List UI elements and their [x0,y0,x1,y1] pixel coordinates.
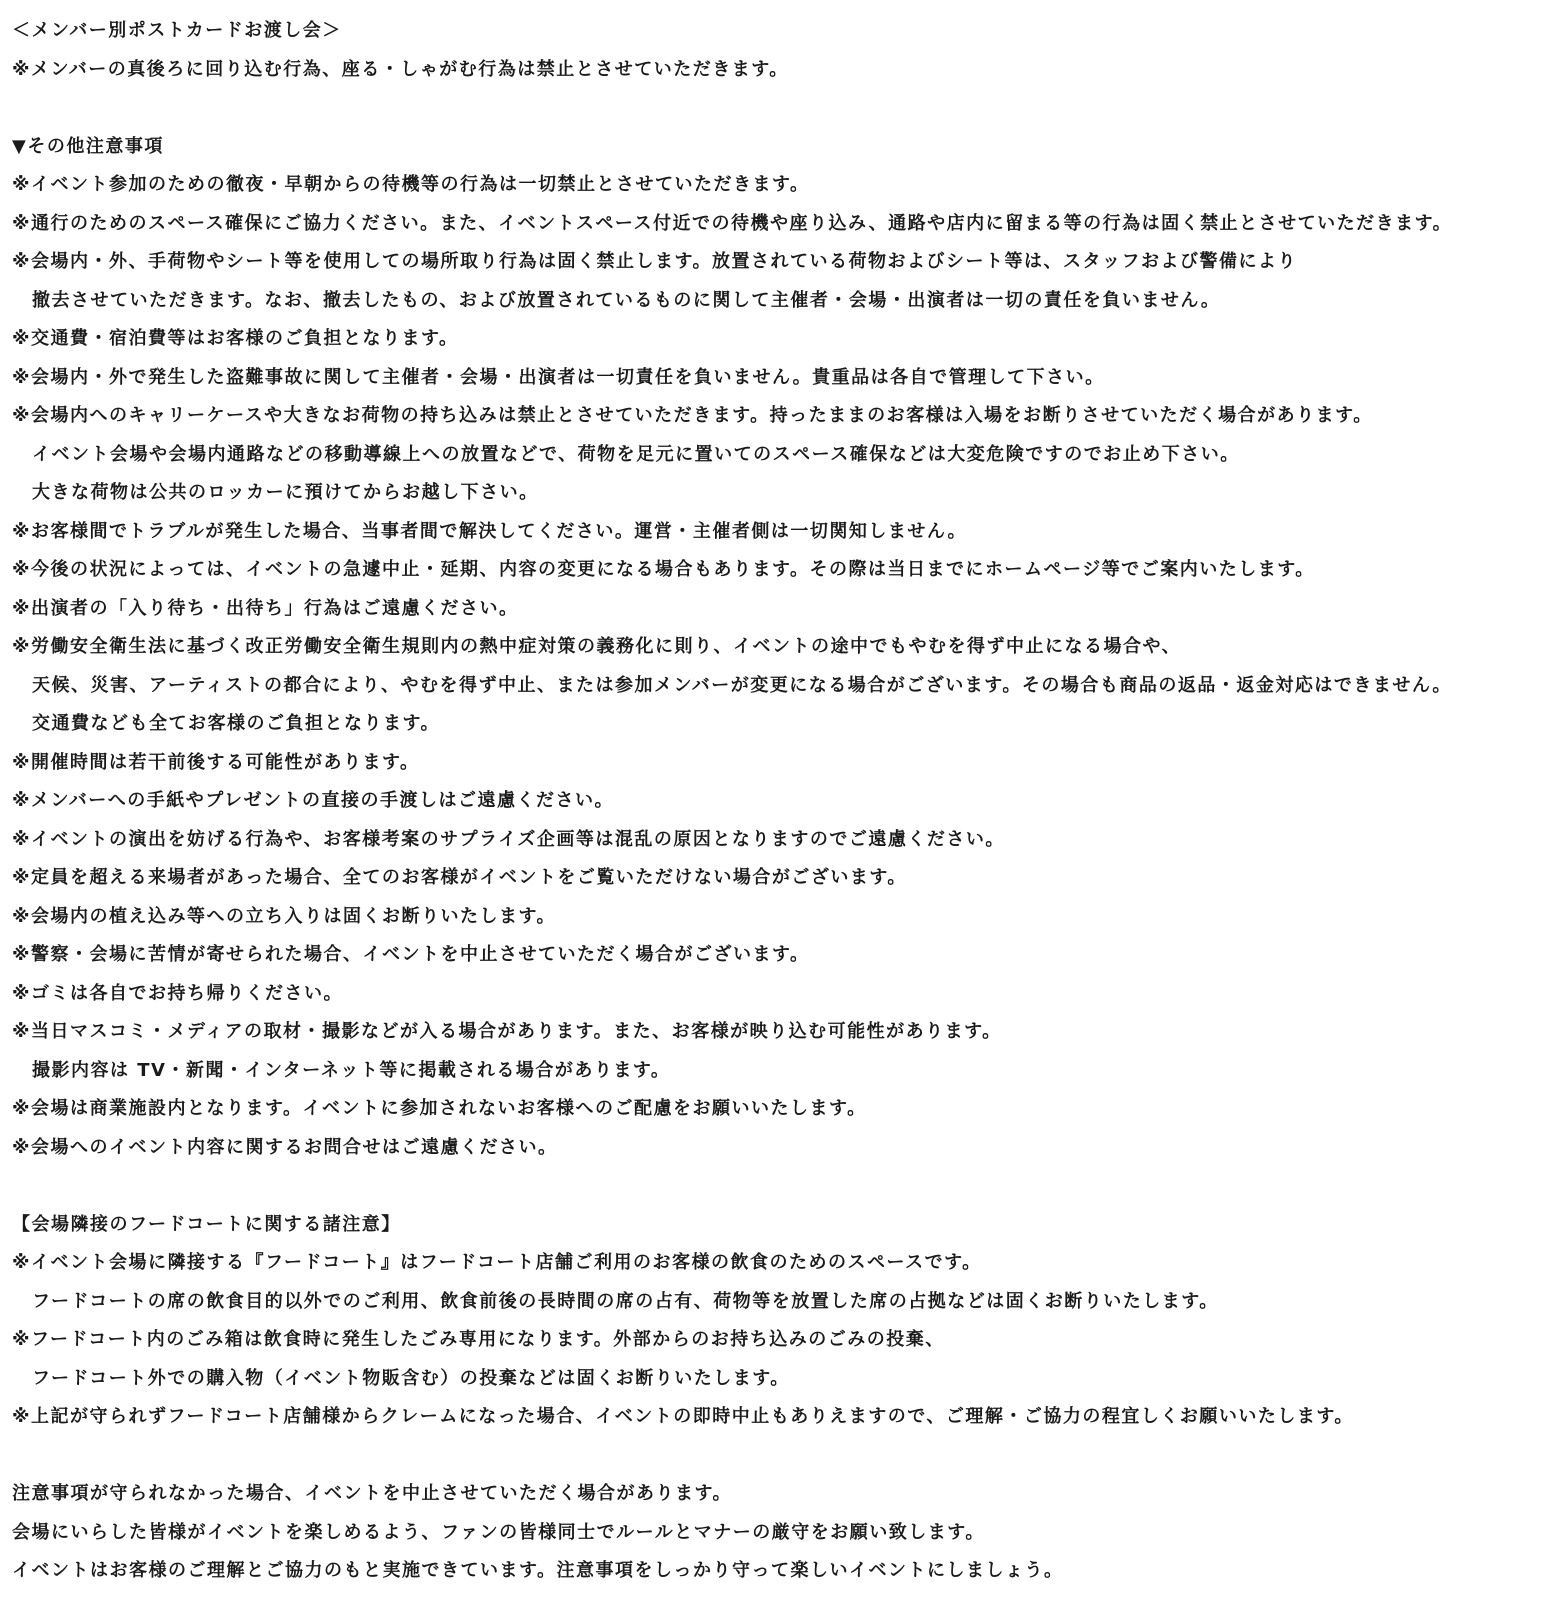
notice-document [12,12,1552,1591]
foodcourt-line: ※上記が守られずフードコート店舗様からクレームになった場合、イベントの即時中止もありえますので、ご理解・ご協力の程宜しくお願いいたします。 [12,1406,1354,1427]
closing-line: 注意事項が守られなかった場合、イベントを中止させていただく場合があります。 [12,1483,733,1504]
notice-line: ※メンバーへの手紙やプレゼントの直接の手渡しはご遠慮ください。 [12,790,615,811]
notice-line: ※当日マスコミ・メディアの取材・撮影などが入る場合があります。また、お客様が映り込む可能性があります。 [12,1021,1002,1042]
notice-line: ※イベント参加のための徹夜・早朝からの待機等の行為は一切禁止とさせていただきます。 [12,174,810,195]
spacer [12,89,1552,128]
notice-line-continuation: 天候、災害、アーティストの都合により、やむを得ず中止、または参加メンバーが変更になる場合がございます。その場合も商品の返品・返金対応はできません。 [32,674,1452,696]
notice-line-continuation: 大きな荷物は公共のロッカーに預けてからお越し下さい。 [32,482,539,503]
spacer [12,1437,1552,1476]
notice-line: ※労働安全衛生法に基づく改正労働安全衛生規則内の熱中症対策の義務化に則り、イベントの途中でもやむを得ず中止になる場合や、 [12,636,1182,657]
foodcourt-line-continuation: フードコート外での購入物（イベント物販含む）の投棄などは固くお断りいたします。 [32,1367,790,1389]
notice-line: ※会場内・外、手荷物やシート等を使用しての場所取り行為は固く禁止します。放置されている荷物およびシート等は、スタッフおよび警備により [12,251,1298,272]
notice-line: ※会場内の植え込み等への立ち入りは固くお断りいたします。 [12,905,557,927]
notice-line: ※交通費・宿泊費等はお客様のご負担となります。 [12,328,459,349]
foodcourt-section-heading: 【会場隣接のフードコートに関する諸注意】 [12,1213,401,1235]
notice-line: ※定員を超える来場者があった場合、全てのお客様がイベントをご覧いただけない場合がございます。 [12,867,907,888]
other-notes-heading: ▼その他注意事項 [12,135,164,157]
postcard-section-heading: ＜メンバー別ポストカードお渡し会＞ [12,20,342,41]
notice-line: ※ゴミは各自でお持ち帰りください。 [12,982,343,1004]
notice-line: ※イベントの演出を妨げる行為や、お客様考案のサプライズ企画等は混乱の原因となりますのでご遠慮ください。 [12,828,1005,850]
notice-line: ※会場は商業施設内となります。イベントに参加されないお客様へのご配慮をお願いいたします。 [12,1098,867,1119]
closing-line: イベントはお客様のご理解とご協力のもと実施できています。注意事項をしっかり守って楽しいイベントにしましょう。 [12,1560,1064,1581]
notice-line: ※警察・会場に苦情が寄せられた場合、イベントを中止させていただく場合がございます。 [12,944,810,965]
notice-line: ※出演者の「入り待ち・出待ち」行為はご遠慮ください。 [12,597,519,619]
spacer [12,1167,1552,1206]
notice-line-continuation: 撤去させていただきます。なお、撤去したもの、および放置されているものに関して主催者・会場・出演者は一切の責任を負いません。 [32,289,1221,311]
notice-line-continuation: イベント会場や会場内通路などの移動導線上への放置などで、荷物を足元に置いてのスペース確保などは大変危険ですのでお止め下さい。 [32,443,1240,465]
closing-line: 会場にいらした皆様がイベントを楽しめるよう、ファンの皆様同士でルールとマナーの厳守をお願い致します。 [12,1521,985,1543]
notice-line: ※会場内へのキャリーケースや大きなお荷物の持ち込みは禁止とさせていただきます。持ったままのお客様は入場をお断りさせていただく場合があります。 [12,405,1373,426]
notice-line: ※今後の状況によっては、イベントの急遽中止・延期、内容の変更になる場合もあります。その際は当日までにホームページ等でご案内いたします。 [12,559,1315,580]
notice-line: ※通行のためのスペース確保にご協力ください。また、イベントスペース付近での待機や座り込み、通路や店内に留まる等の行為は固く禁止とさせていただきます。 [12,212,1453,234]
notice-line: ※開催時間は若干前後する可能性があります。 [12,751,420,773]
foodcourt-line: ※イベント会場に隣接する『フードコート』はフードコート店舗ご利用のお客様の飲食のためのスペースです。 [12,1252,982,1273]
postcard-rule: ※メンバーの真後ろに回り込む行為、座る・しゃがむ行為は禁止とさせていただきます。 [12,58,789,80]
notice-line-continuation: 撮影内容は TV・新聞・インターネット等に掲載される場合があります。 [32,1059,671,1081]
notice-line-continuation: 交通費なども全てお客様のご負担となります。 [32,713,441,734]
notice-line: ※会場内・外で発生した盗難事故に関して主催者・会場・出演者は一切責任を負いません。貴重品は各自で管理して下さい。 [12,366,1105,388]
foodcourt-line-continuation: フードコートの席の飲食目的以外でのご利用、飲食前後の長時間の席の占有、荷物等を放置した席の占拠などは固くお断りいたします。 [32,1290,1219,1312]
foodcourt-line: ※フードコート内のごみ箱は飲食時に発生したごみ専用になります。外部からのお持ち込みのごみの投棄、 [12,1329,945,1350]
notice-line: ※会場へのイベント内容に関するお問合せはご遠慮ください。 [12,1136,558,1158]
notice-line: ※お客様間でトラブルが発生した場合、当事者間で解決してください。運営・主催者側は一切関知しません。 [12,520,967,542]
